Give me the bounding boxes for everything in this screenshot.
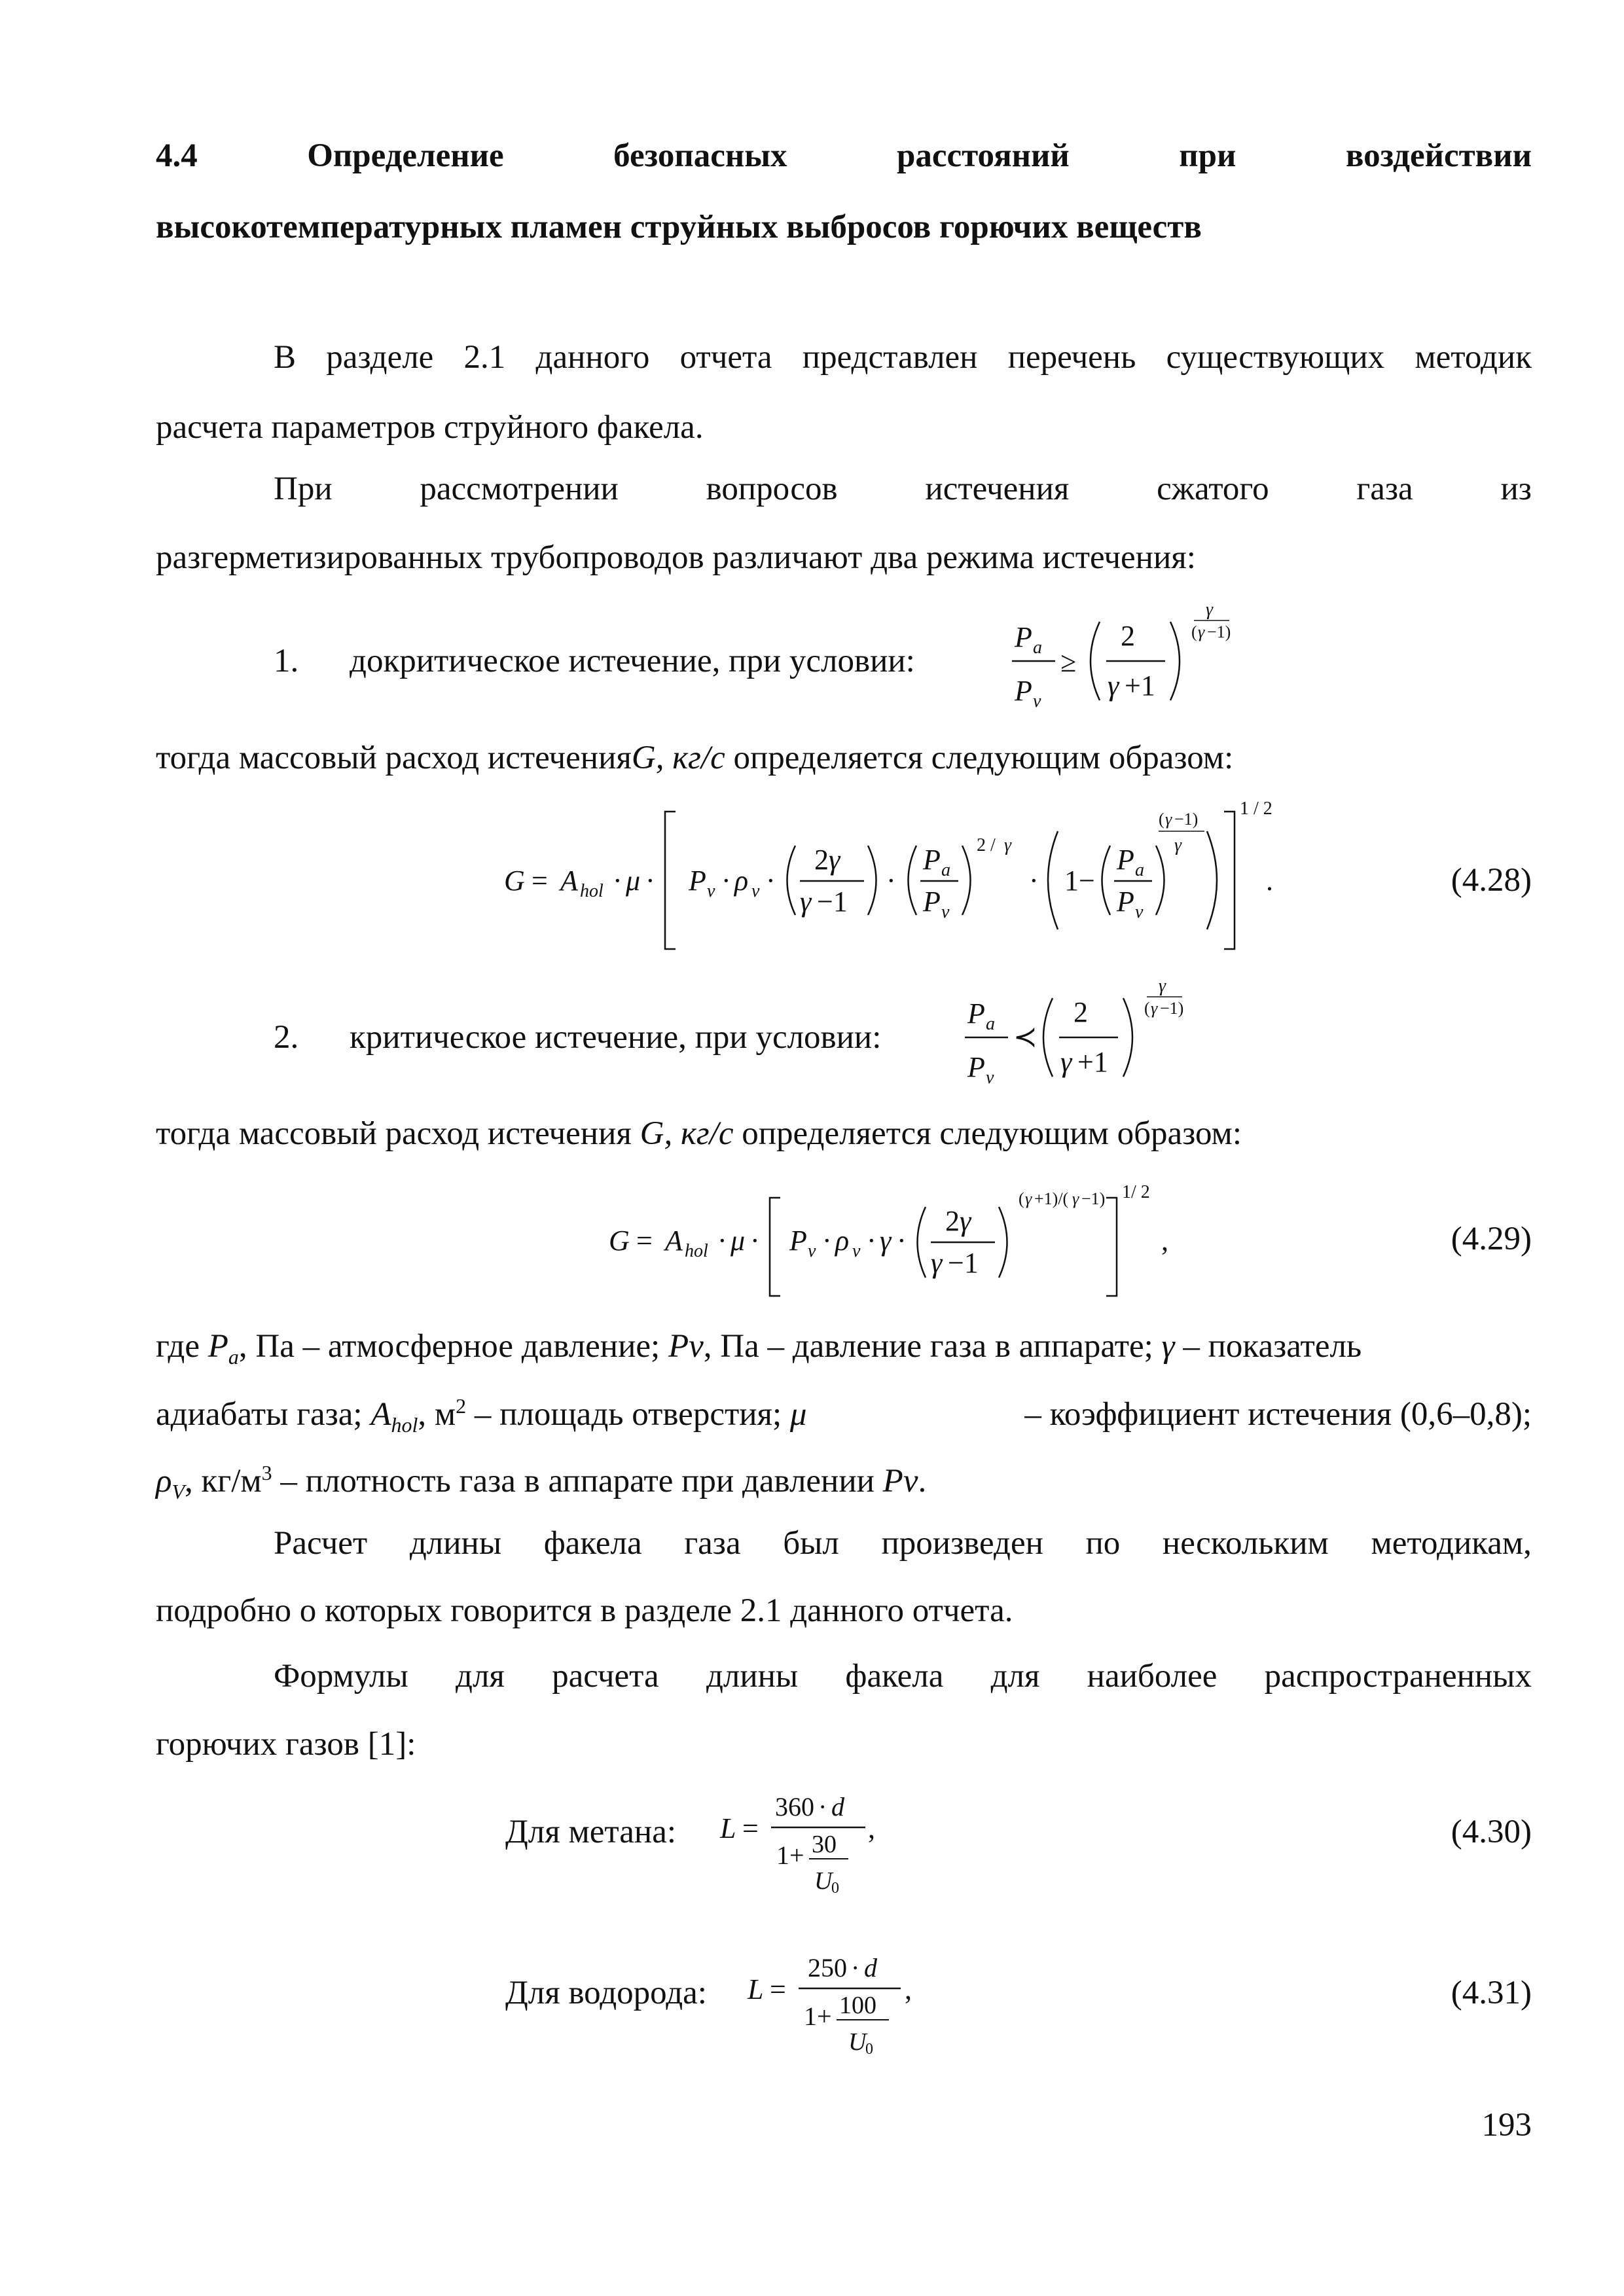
svg-text:+1: +1 bbox=[1125, 670, 1155, 702]
where-line-1: где $P_a$, Па – атмосферное давление; Pv, Па – давление газа в аппарате; γ – показатель bbox=[156, 1328, 1362, 1369]
svg-text:−1: −1 bbox=[948, 1247, 979, 1279]
svg-text:=: = bbox=[636, 1225, 653, 1257]
paragraph-1-line1: В разделе 2.1 данного отчета представлен перечень существующих методик bbox=[274, 339, 1532, 376]
svg-text:2: 2 bbox=[814, 844, 829, 876]
svg-text:hol: hol bbox=[580, 881, 604, 901]
svg-text:2: 2 bbox=[1074, 996, 1088, 1028]
svg-text:μ: μ bbox=[731, 1225, 746, 1257]
paragraph-1-line2: расчета параметров струйного факела. bbox=[156, 409, 704, 446]
condition-1-formula bbox=[1008, 602, 1257, 720]
svg-text:−1): −1) bbox=[1081, 1189, 1106, 1208]
svg-text:P: P bbox=[789, 1225, 807, 1257]
svg-text:1 / 2: 1 / 2 bbox=[1240, 798, 1272, 819]
svg-text:P: P bbox=[1015, 621, 1032, 653]
svg-text:v: v bbox=[1033, 691, 1041, 711]
svg-text:γ: γ bbox=[1025, 1189, 1032, 1208]
svg-text:γ: γ bbox=[829, 844, 840, 876]
item-2-number: 2. bbox=[274, 1019, 299, 1056]
paragraph-4-line1: Формулы для расчета длины факела для наиболее распространенных bbox=[274, 1658, 1532, 1695]
svg-text:·: · bbox=[818, 1792, 827, 1821]
svg-text:·: · bbox=[851, 1953, 860, 1982]
svg-text:γ: γ bbox=[1174, 835, 1182, 855]
mass-flow-line-2: тогда массовый расход истечения G, кг/с определяется следующим образом: bbox=[156, 1115, 1242, 1152]
svg-text:·: · bbox=[1029, 865, 1039, 897]
svg-text:L: L bbox=[720, 1812, 736, 1844]
section-heading-line2: высокотемпературных пламен струйных выбросов горючих веществ bbox=[156, 209, 1202, 245]
methane-label: Для метана: bbox=[505, 1814, 677, 1850]
item-1-text: докритическое истечение, при условии: bbox=[350, 643, 915, 679]
paragraph-3-line1: Расчет длины факела газа был произведен по нескольким методикам, bbox=[274, 1525, 1532, 1562]
paragraph-2-line1: При рассмотрении вопросов истечения сжатого газа из bbox=[274, 471, 1532, 507]
svg-text:G: G bbox=[609, 1225, 630, 1257]
svg-text:γ: γ bbox=[1198, 622, 1205, 641]
svg-text:≥: ≥ bbox=[1060, 646, 1077, 678]
svg-text:v: v bbox=[852, 1241, 861, 1261]
hydrogen-label: Для водорода: bbox=[505, 1975, 707, 2011]
svg-text:,: , bbox=[868, 1812, 875, 1844]
svg-text:P: P bbox=[967, 1051, 985, 1083]
svg-text:d: d bbox=[831, 1792, 844, 1821]
svg-text:−1): −1) bbox=[1160, 999, 1184, 1018]
svg-text:U: U bbox=[848, 2028, 867, 2056]
svg-text:v: v bbox=[808, 1241, 816, 1261]
svg-text:a: a bbox=[1033, 637, 1042, 658]
svg-text:+1: +1 bbox=[1077, 1046, 1108, 1078]
svg-text:γ: γ bbox=[1206, 600, 1214, 620]
svg-text:=: = bbox=[770, 1973, 786, 2005]
svg-text:v: v bbox=[751, 881, 760, 901]
svg-text:a: a bbox=[1135, 860, 1144, 880]
condition-2-formula bbox=[961, 978, 1210, 1096]
svg-text:γ: γ bbox=[880, 1225, 892, 1257]
equation-number-4-28: (4.28) bbox=[1451, 862, 1532, 899]
svg-text:U: U bbox=[814, 1867, 833, 1895]
svg-text:A: A bbox=[560, 865, 578, 897]
methane-coef: 360 bbox=[775, 1792, 814, 1821]
hydrogen-k: 100 bbox=[839, 1992, 876, 2019]
mass-flow-line-1: тогда массовый расход истеченияG, кг/с определяется следующим образом: bbox=[156, 740, 1234, 776]
equation-4-28 bbox=[497, 798, 1296, 956]
svg-text:P: P bbox=[923, 844, 941, 876]
svg-text:γ: γ bbox=[1004, 835, 1012, 855]
svg-text:(: ( bbox=[1191, 622, 1197, 641]
svg-text:0: 0 bbox=[831, 1880, 839, 1897]
section-heading-line1: 4.4 Определение безопасных расстояний при воздействии bbox=[156, 137, 1532, 174]
svg-text:·: · bbox=[867, 1225, 876, 1257]
svg-text:a: a bbox=[941, 860, 950, 880]
methane-k: 30 bbox=[812, 1831, 837, 1858]
svg-text:.: . bbox=[1266, 865, 1273, 897]
svg-text:v: v bbox=[1135, 902, 1144, 922]
svg-text:P: P bbox=[1117, 886, 1134, 918]
svg-text:+1)/(: +1)/( bbox=[1034, 1189, 1069, 1208]
svg-text:γ: γ bbox=[1060, 1046, 1072, 1078]
svg-text:P: P bbox=[923, 886, 941, 918]
svg-text:L: L bbox=[748, 1973, 764, 2005]
paragraph-4-line2: горючих газов [1]: bbox=[156, 1726, 416, 1763]
svg-text:(: ( bbox=[1019, 1189, 1024, 1208]
svg-text:γ: γ bbox=[931, 1247, 943, 1279]
svg-text:v: v bbox=[707, 881, 715, 901]
svg-text:−1): −1) bbox=[1207, 622, 1231, 641]
svg-text:γ: γ bbox=[1165, 810, 1172, 829]
svg-text:·: · bbox=[750, 1225, 760, 1257]
svg-text:P: P bbox=[1015, 675, 1032, 707]
page-number: 193 bbox=[1481, 2107, 1532, 2144]
equation-4-29 bbox=[602, 1178, 1191, 1309]
equation-number-4-29: (4.29) bbox=[1451, 1221, 1532, 1257]
svg-text:γ: γ bbox=[1072, 1189, 1079, 1208]
svg-text:(: ( bbox=[1159, 810, 1164, 829]
hydrogen-coef: 250 bbox=[808, 1953, 847, 1982]
svg-text:2: 2 bbox=[945, 1205, 960, 1237]
svg-text:1/ 2: 1/ 2 bbox=[1122, 1182, 1150, 1202]
svg-text:γ: γ bbox=[1151, 999, 1158, 1018]
hydrogen-formula bbox=[741, 1941, 950, 2072]
svg-text:γ: γ bbox=[800, 886, 812, 918]
svg-text:,: , bbox=[1161, 1225, 1168, 1257]
section-number: 4.4 bbox=[156, 137, 198, 174]
svg-text:G: G bbox=[504, 865, 525, 897]
svg-text:ρ: ρ bbox=[835, 1225, 850, 1257]
where-line-2: адиабаты газа; $A_{hol}$, $м^2$ – площадь отверстия; μ – коэффициент истечения (0,6–0,8); bbox=[156, 1394, 1532, 1437]
svg-text:A: A bbox=[665, 1225, 683, 1257]
svg-text:a: a bbox=[986, 1014, 995, 1034]
svg-text:hol: hol bbox=[685, 1241, 708, 1261]
svg-text:·: · bbox=[613, 865, 623, 897]
svg-text:·: · bbox=[766, 865, 776, 897]
svg-text:γ: γ bbox=[960, 1205, 971, 1237]
svg-text:·: · bbox=[717, 1225, 727, 1257]
svg-text:P: P bbox=[1117, 844, 1134, 876]
svg-text:,: , bbox=[905, 1973, 912, 2005]
svg-text:·: · bbox=[897, 1225, 907, 1257]
svg-text:·: · bbox=[886, 865, 896, 897]
item-1-number: 1. bbox=[274, 643, 299, 679]
svg-text:2 /: 2 / bbox=[977, 835, 996, 855]
svg-text:1+: 1+ bbox=[776, 1840, 804, 1870]
equation-number-4-31: (4.31) bbox=[1451, 1975, 1532, 2011]
equation-number-4-30: (4.30) bbox=[1451, 1814, 1532, 1850]
svg-text:·: · bbox=[645, 865, 655, 897]
paragraph-2-line2: разгерметизированных трубопроводов различают два режима истечения: bbox=[156, 539, 1196, 576]
svg-text:ρ: ρ bbox=[734, 865, 749, 897]
svg-text:1+: 1+ bbox=[804, 2001, 832, 2031]
svg-text:v: v bbox=[986, 1067, 994, 1088]
svg-text:P: P bbox=[967, 997, 985, 1030]
svg-text:d: d bbox=[864, 1953, 877, 1982]
svg-text:≺: ≺ bbox=[1013, 1021, 1038, 1053]
svg-text:γ: γ bbox=[1159, 976, 1166, 996]
svg-text:=: = bbox=[742, 1812, 759, 1844]
svg-text:2: 2 bbox=[1121, 620, 1135, 652]
svg-text:P: P bbox=[689, 865, 706, 897]
where-line-3: $\rho_V$, $кг/м^3$ – плотность газа в аппарате при давлении Pv. bbox=[156, 1461, 927, 1504]
svg-text:1−: 1− bbox=[1064, 865, 1095, 897]
svg-text:v: v bbox=[941, 902, 950, 922]
svg-text:γ: γ bbox=[1108, 670, 1119, 702]
svg-text:=: = bbox=[532, 865, 548, 897]
svg-text:μ: μ bbox=[626, 865, 641, 897]
svg-text:0: 0 bbox=[865, 2041, 873, 2058]
paragraph-3-line2: подробно о которых говорится в разделе 2.1 данного отчета. bbox=[156, 1592, 1013, 1629]
svg-text:−1: −1 bbox=[817, 886, 848, 918]
svg-text:·: · bbox=[721, 865, 731, 897]
methane-formula bbox=[713, 1780, 910, 1911]
item-2-text: критическое истечение, при условии: bbox=[350, 1019, 882, 1056]
svg-text:(: ( bbox=[1144, 999, 1150, 1018]
svg-text:·: · bbox=[822, 1225, 832, 1257]
svg-text:−1): −1) bbox=[1174, 810, 1199, 829]
